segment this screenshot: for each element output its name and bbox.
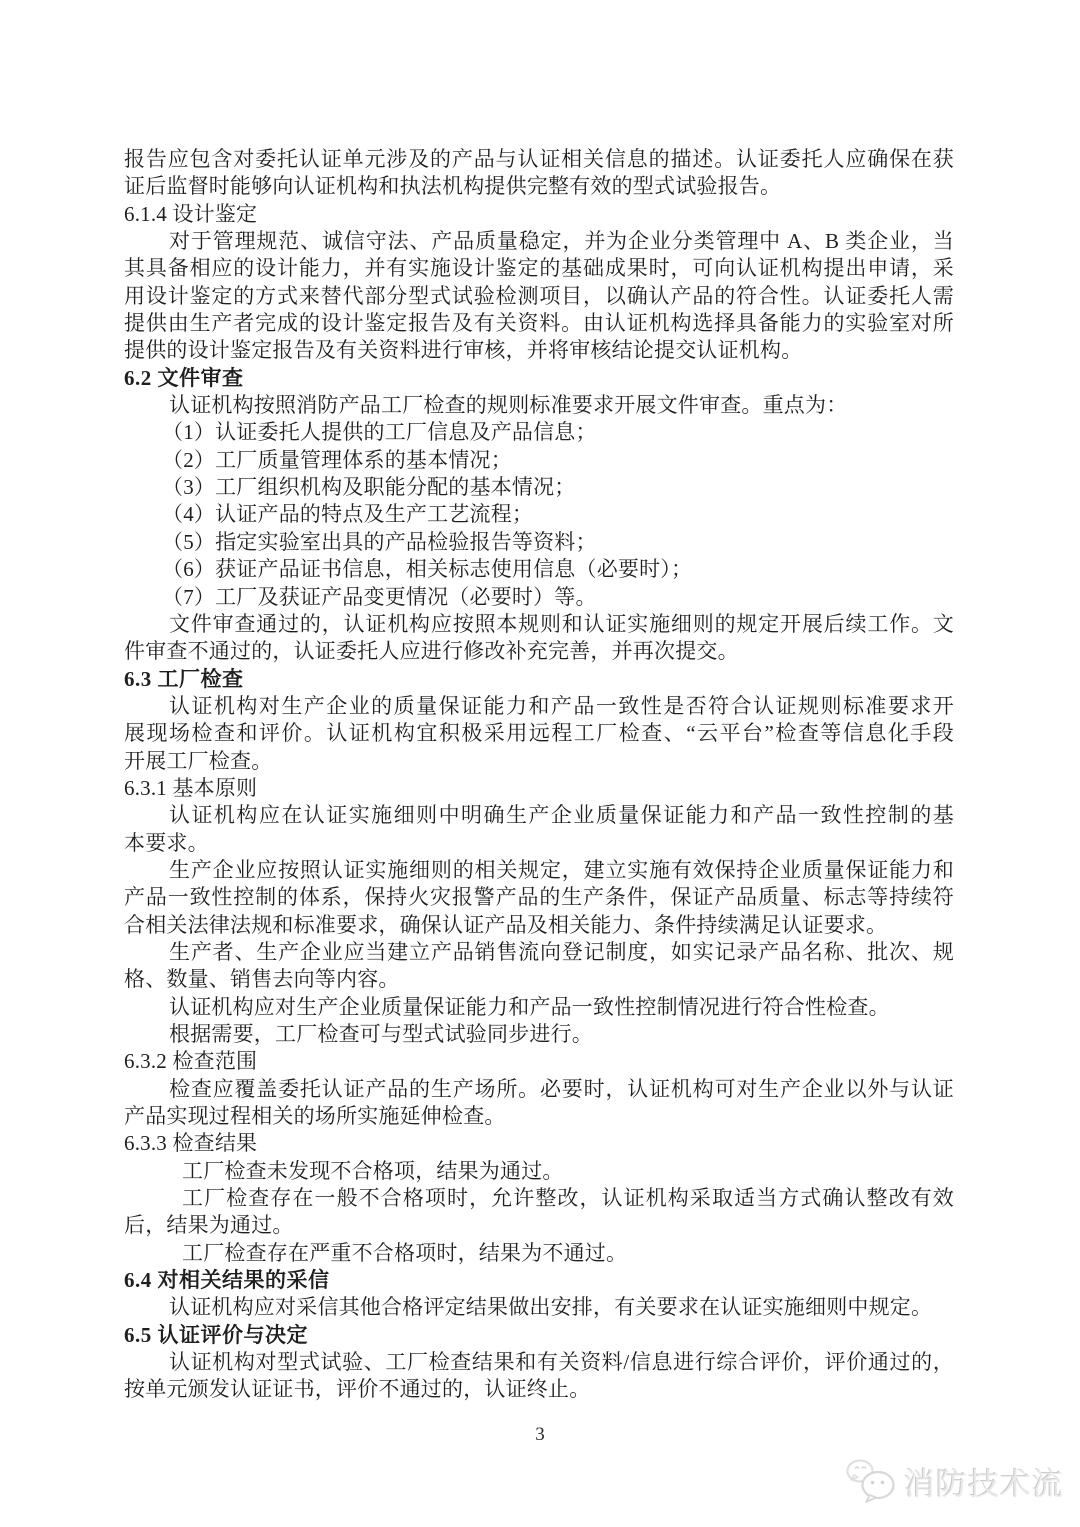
text-line: 6.1.4 设计鉴定: [124, 201, 258, 226]
text-line: （4）认证产品的特点及生产工艺流程；: [162, 502, 534, 527]
watermark: [846, 1458, 1064, 1504]
page-number: 3: [535, 1424, 545, 1445]
text-line: 后，结果为通过。: [124, 1213, 294, 1238]
section-heading: 6.3 工厂检查: [124, 666, 244, 691]
text-line: 检查应覆盖委托认证产品的生产场所。必要时，认证机构可对生产企业以外与认证: [169, 1076, 954, 1101]
text-line: 提供由生产者完成的设计鉴定报告及有关资料。由认证机构选择具备能力的实验室对所: [124, 311, 954, 336]
text-line: （5）指定实验室出具的产品检验报告等资料；: [162, 529, 597, 554]
text-line: 开展工厂检查。: [124, 748, 273, 773]
wechat-icon: [846, 1458, 898, 1504]
text-line: 生产者、生产企业应当建立产品销售流向登记制度，如实记录产品名称、批次、规: [169, 939, 954, 964]
text-line: 提供的设计鉴定报告及有关资料进行审核，并将审核结论提交认证机构。: [124, 338, 803, 363]
text-line: 工厂检查未发现不合格项，结果为通过。: [182, 1158, 564, 1183]
document-body: [124, 146, 954, 1404]
text-line: 对于管理规范、诚信守法、产品质量稳定，并为企业分类管理中 A、B 类企业，当: [169, 229, 954, 254]
text-line: （6）获证产品证书信息，相关标志使用信息（必要时）；: [162, 557, 693, 582]
text-line: 认证机构按照消防产品工厂检查的规则标准要求开展文件审查。重点为：: [169, 393, 848, 418]
text-line: 6.3.1 基本原则: [124, 775, 258, 800]
text-line: （2）工厂质量管理体系的基本情况；: [162, 447, 512, 472]
section-heading: 6.4 对相关结果的采信: [124, 1268, 330, 1293]
text-line: 认证机构应对采信其他合格评定结果做出安排，有关要求在认证实施细则中规定。: [169, 1295, 933, 1320]
text-line: 认证机构对型式试验、工厂检查结果和有关资料/信息进行综合评价，评价通过的，: [169, 1350, 954, 1375]
text-line: 产品一致性控制的体系，保持火灾报警产品的生产条件，保证产品质量、标志等持续符: [124, 885, 954, 910]
text-line: （3）工厂组织机构及职能分配的基本情况；: [162, 475, 576, 500]
text-line: 证后监督时能够向认证机构和执法机构提供完整有效的型式试验报告。: [124, 174, 782, 199]
text-line: 按单元颁发认证证书，评价不通过的，认证终止。: [124, 1377, 591, 1402]
section-heading: 6.5 认证评价与决定: [124, 1322, 308, 1347]
text-line: （7）工厂及获证产品变更情况（必要时）等。: [162, 584, 597, 609]
text-line: 认证机构应在认证实施细则中明确生产企业质量保证能力和产品一致性控制的基: [169, 803, 954, 828]
text-line: 产品实现过程相关的场所实施延伸检查。: [124, 1104, 506, 1129]
text-line: 件审查不通过的，认证委托人应进行修改补充完善，并再次提交。: [124, 639, 739, 664]
text-line: （1）认证委托人提供的工厂信息及产品信息；: [162, 420, 597, 445]
text-line: 报告应包含对委托认证单元涉及的产品与认证相关信息的描述。认证委托人应确保在获: [124, 147, 954, 171]
text-line: 其具备相应的设计能力，并有实施设计鉴定的基础成果时，可向认证机构提出申请，采: [124, 256, 954, 281]
text-line: 认证机构应对生产企业质量保证能力和产品一致性控制情况进行符合性检查。: [169, 994, 890, 1019]
text-line: 生产企业应按照认证实施细则的相关规定，建立实施有效保持企业质量保证能力和: [169, 857, 954, 882]
section-heading: 6.2 文件审查: [124, 365, 244, 390]
text-line: 根据需要，工厂检查可与型式试验同步进行。: [169, 1022, 593, 1046]
text-line: 工厂检查存在一般不合格项时，允许整改，认证机构采取适当方式确认整改有效: [182, 1186, 954, 1211]
text-line: 6.3.2 检查范围: [124, 1049, 258, 1074]
text-line: 文件审查通过的，认证机构应按照本规则和认证实施细则的规定开展后续工作。文: [169, 611, 954, 636]
text-line: 工厂检查存在严重不合格项时，结果为不通过。: [182, 1240, 628, 1265]
text-line: 合相关法律法规和标准要求，确保认证产品及相关能力、条件持续满足认证要求。: [124, 912, 888, 937]
text-line: 格、数量、销售去向等内容。: [124, 967, 400, 992]
watermark-label: 消防技术流: [904, 1466, 1064, 1502]
text-line: 展现场检查和评价。认证机构宜积极采用远程工厂检查、“云平台”检查等信息化手段: [124, 721, 954, 746]
text-line: 6.3.3 检查结果: [124, 1131, 258, 1156]
text-line: 认证机构对生产企业的质量保证能力和产品一致性是否符合认证规则标准要求开: [169, 693, 954, 718]
text-line: 用设计鉴定的方式来替代部分型式试验检测项目，以确认产品的符合性。认证委托人需: [124, 283, 954, 308]
text-line: 本要求。: [124, 830, 209, 855]
